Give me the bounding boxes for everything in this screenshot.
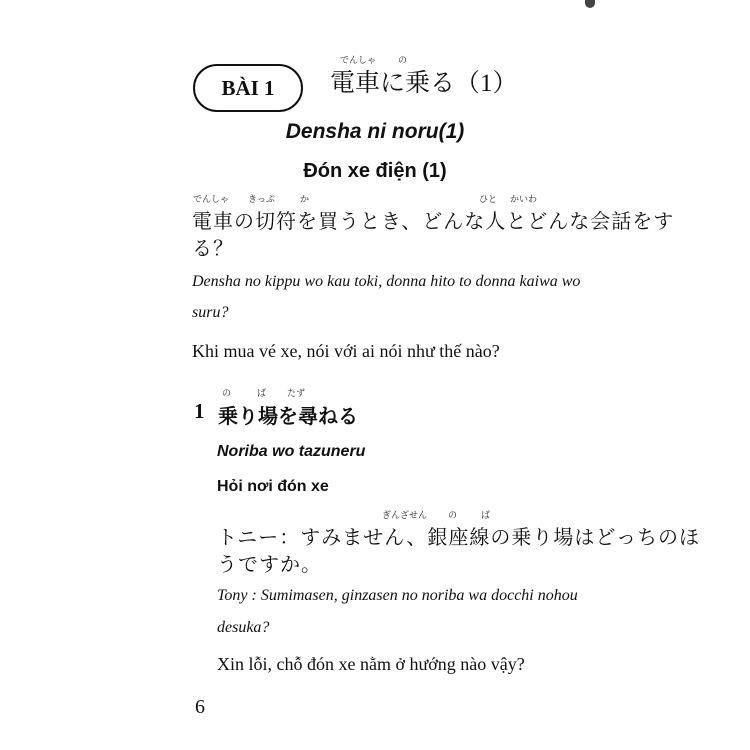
intro-ruby-densha: でんしゃ bbox=[193, 195, 230, 205]
title-ruby-noru: の bbox=[398, 56, 408, 66]
page-corner-mark bbox=[585, 0, 595, 8]
dialogue-romaji-line1: Tony : Sumimasen, ginzasen no noriba wa docchi nohou bbox=[217, 587, 578, 604]
dialogue-jp-line1: トニー：すみません、銀座線の乗り場はどっちのほ bbox=[217, 527, 700, 549]
intro-ruby-ka: か bbox=[300, 195, 310, 205]
lesson-badge: BÀI 1 bbox=[193, 64, 303, 112]
section-title: 乗り場を尋ねる bbox=[218, 406, 358, 428]
dialogue-vietnamese: Xin lỗi, chỗ đón xe nằm ở hướng nào vậy? bbox=[217, 654, 525, 674]
intro-romaji-line2: suru? bbox=[192, 304, 229, 321]
dialogue-ruby-ginzasen: ぎんざせん bbox=[382, 511, 428, 521]
dialogue-ruby-ba: ば bbox=[481, 511, 491, 521]
lesson-title: 電車に乗る（1） bbox=[330, 70, 518, 97]
dialogue-jp-line2: うですか。 bbox=[217, 554, 322, 576]
lesson-romaji-title: Densha ni noru(1) bbox=[285, 120, 465, 143]
section-number: 1 bbox=[194, 399, 205, 423]
intro-vietnamese: Khi mua vé xe, nói với ai nói như thế nào? bbox=[192, 341, 500, 361]
dialogue-romaji-line2: desuka? bbox=[217, 619, 270, 636]
section-romaji: Noriba wo tazuneru bbox=[217, 443, 366, 460]
section-ruby-ba: ば bbox=[257, 389, 267, 399]
intro-jp-line2: る？ bbox=[192, 238, 234, 260]
lesson-vietnamese-title: Đón xe điện (1) bbox=[303, 160, 447, 182]
intro-jp-line1: 電車の切符を買うとき、どんな人とどんな会話をす bbox=[192, 211, 675, 233]
section-ruby-tazu: たず bbox=[287, 389, 306, 399]
intro-ruby-kaiwa: かいわ bbox=[510, 195, 538, 205]
section-vietnamese: Hỏi nơi đón xe bbox=[217, 478, 329, 495]
title-ruby-densha: でんしゃ bbox=[340, 56, 377, 66]
dialogue-ruby-no: の bbox=[448, 511, 458, 521]
section-ruby-no: の bbox=[222, 389, 232, 399]
intro-romaji-line1: Densha no kippu wo kau toki, donna hito to donna kaiwa wo bbox=[192, 273, 581, 290]
intro-ruby-kippu: きっぷ bbox=[248, 195, 276, 205]
page-number: 6 bbox=[195, 696, 205, 718]
intro-ruby-hito: ひと bbox=[479, 195, 498, 205]
